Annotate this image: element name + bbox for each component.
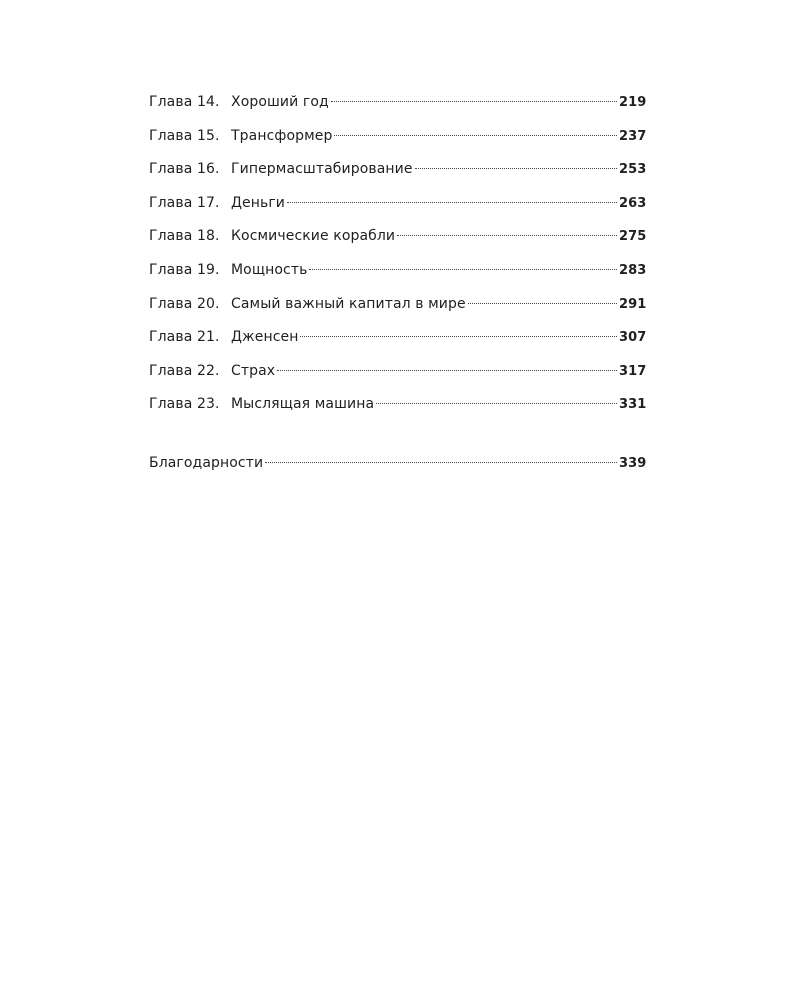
chapter-number: Глава 21.: [149, 329, 220, 346]
page-number: 263: [619, 195, 647, 211]
toc-entry-chapter-15[interactable]: [149, 122, 645, 156]
toc-entry-chapter-17[interactable]: [149, 189, 645, 223]
chapter-number: Глава 23.: [149, 396, 220, 413]
chapter-title: Трансформер: [231, 127, 333, 144]
table-of-contents: [149, 88, 645, 483]
dot-leader: [415, 168, 617, 169]
page-number: 283: [619, 262, 647, 278]
dot-leader: [309, 269, 617, 270]
chapter-title: Дженсен: [231, 329, 299, 346]
dot-leader: [331, 101, 617, 102]
dot-leader: [376, 403, 617, 404]
chapter-number: Глава 18.: [149, 228, 220, 245]
toc-entry-chapter-18[interactable]: [149, 222, 645, 256]
chapter-number: Глава 15.: [149, 127, 220, 144]
toc-entry-chapter-16[interactable]: [149, 155, 645, 189]
page-number: 317: [619, 363, 647, 379]
page-number: 339: [619, 455, 647, 471]
toc-entry-acknowledgments[interactable]: [149, 449, 645, 483]
chapter-title: Страх: [231, 362, 276, 379]
section-spacer: [149, 424, 645, 449]
chapter-title: Мыслящая машина: [231, 396, 375, 413]
page-number: 275: [619, 229, 647, 245]
dot-leader: [397, 235, 617, 236]
dot-leader: [265, 462, 617, 463]
chapter-number: Глава 17.: [149, 194, 220, 211]
dot-leader: [468, 303, 617, 304]
dot-leader: [287, 202, 617, 203]
dot-leader: [300, 336, 617, 337]
chapter-number: Глава 14.: [149, 94, 220, 110]
page-number: 331: [619, 397, 647, 413]
chapter-title: Деньги: [231, 194, 286, 211]
chapter-title: Космические корабли: [231, 228, 396, 245]
chapter-number: Глава 16.: [149, 161, 220, 178]
chapter-title: Гипермасштабирование: [231, 161, 413, 178]
acknowledgments-title: Благодарности: [149, 454, 264, 471]
toc-entry-chapter-19[interactable]: [149, 256, 645, 290]
chapter-number: Глава 19.: [149, 261, 220, 278]
toc-entry-chapter-21[interactable]: [149, 323, 645, 357]
dot-leader: [334, 135, 617, 136]
toc-entry-chapter-23[interactable]: [149, 390, 645, 424]
chapter-title: Мощность: [231, 261, 308, 278]
page-number: 307: [619, 330, 647, 346]
page-number: 237: [619, 128, 647, 144]
chapter-number: Глава 20.: [149, 295, 220, 312]
chapter-title: Самый важный капитал в мире: [231, 295, 466, 312]
toc-entry-chapter-20[interactable]: [149, 290, 645, 324]
page-number: 253: [619, 162, 647, 178]
chapter-number: Глава 22.: [149, 362, 220, 379]
chapter-title: Хороший год: [231, 94, 329, 110]
page-number: 219: [619, 95, 647, 110]
page-number: 291: [619, 296, 647, 312]
toc-entry-chapter-22[interactable]: [149, 357, 645, 391]
toc-entry-chapter-14[interactable]: [149, 88, 645, 122]
dot-leader: [277, 370, 617, 371]
